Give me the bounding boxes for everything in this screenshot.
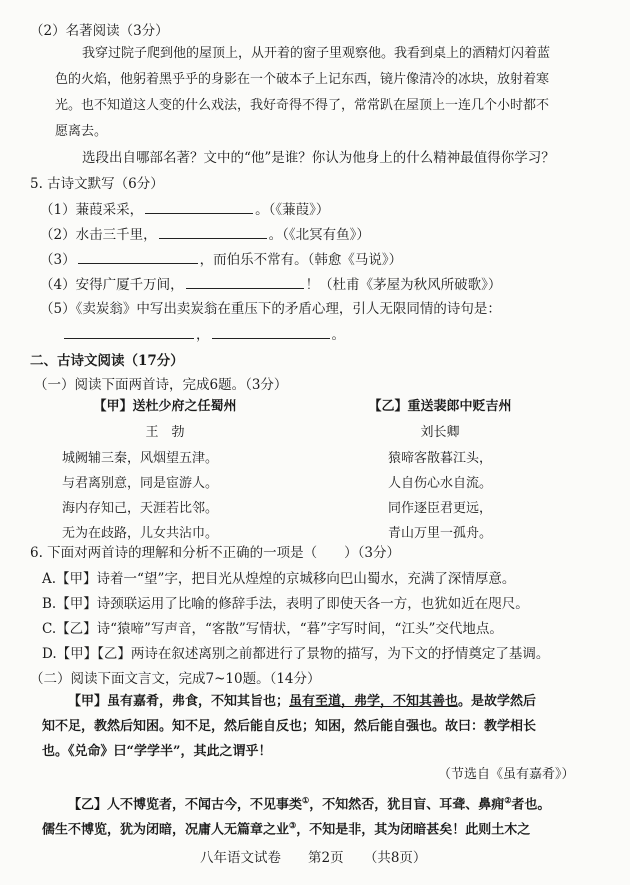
poem-b-author: 刘长卿 <box>420 425 460 440</box>
q5-item-2 <box>40 225 370 244</box>
prose-b-line-2-start: 儒生不博览，犹为闭暗，况庸人无篇章之业 <box>42 822 290 838</box>
poem-a-title: 【甲】送杜少府之任蜀州 <box>93 399 237 414</box>
q5-item-5-end: 。 <box>331 327 345 343</box>
poem-a-author: 王 勃 <box>145 425 185 440</box>
prose-b-line-1 <box>68 791 550 814</box>
source-note: （节选自《虽有嘉肴》） <box>438 767 575 782</box>
q5-item-5: （5）《卖炭翁》中写出卖炭翁在重压下的矛盾心理，引人无限同情的诗句是： <box>40 301 501 317</box>
prose-a-line-1 <box>68 693 536 711</box>
poem-a <box>50 398 280 543</box>
q5-item-4-prefix: （4）安得广厦千万间， <box>40 277 184 293</box>
prose-b-line-1-start: 【乙】人不博览者，不闻古今，不见事类 <box>68 797 303 813</box>
poem-a-line-3: 海内存知己，天涯若比邻。 <box>62 501 219 516</box>
q5-item-3 <box>40 250 402 269</box>
q5-item-5-separator: ， <box>196 327 210 343</box>
q2-passage-line-3: 光。也不知道这人变的什么戏法，我好奇得不得了，常常趴在屋顶上一连几个小时都不 <box>55 98 550 113</box>
q5-item-4 <box>40 275 501 294</box>
q5-item-1 <box>40 200 329 219</box>
q2-passage-line-4: 愿离去。 <box>55 124 108 139</box>
subsection-2-heading: （二）阅读下面文言文，完成7~10题。（14分） <box>30 671 321 687</box>
prose-a-line-1-end: 。是故学然后 <box>458 694 537 709</box>
q2-heading: （2）名著阅读（3分） <box>30 23 169 39</box>
q5-item-5-blank-1[interactable] <box>64 325 194 339</box>
section-2-heading: 二、古诗文阅读（17分） <box>30 353 184 369</box>
prose-a-line-2: 知不足，教然后知困。知不足，然后能自反也；知困，然后能自强也。故曰：教学相长 <box>42 719 537 734</box>
q2-question: 选段出自哪部名著？文中的“他”是谁？你认为他身上的什么精神最值得你学习？ <box>82 150 555 166</box>
page-footer: 八年语文试卷 第2页 （共8页） <box>200 850 427 866</box>
q6-option-c: C.【乙】诗“猿啼”写声音，“客散”写情状，“暮”字写时间，“江头”交代地点。 <box>42 621 503 637</box>
q5-item-4-suffix: ！（杜甫《茅屋为秋风所破歌》） <box>305 277 502 293</box>
prose-a-line-1-start: 【甲】虽有嘉肴，弗食，不知其旨也； <box>68 694 290 709</box>
poem-b-line-3: 同作逐臣君更远， <box>387 501 492 516</box>
poem-a-line-4: 无为在歧路，儿女共沾巾。 <box>62 526 219 541</box>
poem-a-line-1: 城阙辅三秦，风烟望五津。 <box>62 451 219 466</box>
q5-item-4-blank[interactable] <box>186 275 304 289</box>
q6-option-a: A.【甲】诗着一“望”字，把目光从煌煌的京城移向巴山蜀水，充满了深情厚意。 <box>42 571 516 587</box>
q5-item-2-suffix: 。（《北冥有鱼》） <box>268 227 370 243</box>
q5-item-1-prefix: （1）蒹葭采采， <box>40 202 144 218</box>
q5-item-1-suffix: 。（《蒹葭》） <box>255 202 330 218</box>
q6-stem: 6. 下面对两首诗的理解和分析不正确的一项是（ ）（3分） <box>30 545 401 561</box>
q5-item-2-blank[interactable] <box>159 225 267 239</box>
poem-b-line-1: 猿啼客散暮江头， <box>387 451 492 466</box>
footnote-mark-3: ③ <box>289 820 297 830</box>
prose-a-underlined-sentence: 虽有至道，弗学，不知其善也 <box>289 694 459 709</box>
q5-item-3-blank[interactable] <box>78 250 198 264</box>
q2-passage-line-1: 我穿过院子爬到他的屋顶上，从开着的窗子里观察他。我看到桌上的酒精灯闪着蓝 <box>82 46 551 61</box>
poem-b <box>330 398 550 543</box>
q5-item-1-blank[interactable] <box>145 200 253 214</box>
q5-item-3-suffix: ，而伯乐不常有。（韩愈《马说》） <box>199 252 403 268</box>
prose-b-line-2-end: ，不知是非，其为闭暗甚矣！此则土木之 <box>296 822 531 838</box>
subsection-1-heading: （一）阅读下面两首诗，完成6题。（3分） <box>34 377 288 393</box>
q5-item-5-blank-2[interactable] <box>212 325 330 339</box>
q5-heading: 5. 古诗文默写（6分） <box>30 176 164 192</box>
prose-b-line-1-end: 者也。 <box>511 797 551 813</box>
poem-b-title: 【乙】重送裴郎中贬吉州 <box>368 399 512 414</box>
poem-b-line-2: 人自伤心水自流。 <box>387 476 492 491</box>
prose-a-line-3: 也。《兑命》曰“学学半”，其此之谓乎！ <box>42 744 272 759</box>
prose-b-line-1-middle: ，不知然否，犹目盲、耳聋、鼻痈 <box>309 797 505 813</box>
q2-passage-line-2: 色的火焰，他躬着黑乎乎的身影在一个破本子上记东西，镜片像清冷的冰块，放射着寒 <box>55 72 550 87</box>
poem-a-line-2: 与君离别意，同是宦游人。 <box>62 476 219 491</box>
footnote-mark-2: ② <box>504 795 512 805</box>
footnote-mark-1: ① <box>302 795 310 805</box>
prose-b-line-2 <box>42 816 530 839</box>
q5-item-3-prefix: （3） <box>40 252 76 268</box>
q6-option-d: D.【甲】【乙】两诗在叙述离别之前都进行了景物的描写，为下文的抒情奠定了基调。 <box>42 646 550 662</box>
q5-item-2-prefix: （2）水击三千里， <box>40 227 157 243</box>
q6-option-b: B.【甲】诗颈联运用了比喻的修辞手法，表明了即使天各一方，也犹如近在咫尺。 <box>42 596 529 612</box>
q5-item-5-answer <box>62 325 345 344</box>
poem-b-line-4: 青山万里一孤舟。 <box>387 526 492 541</box>
